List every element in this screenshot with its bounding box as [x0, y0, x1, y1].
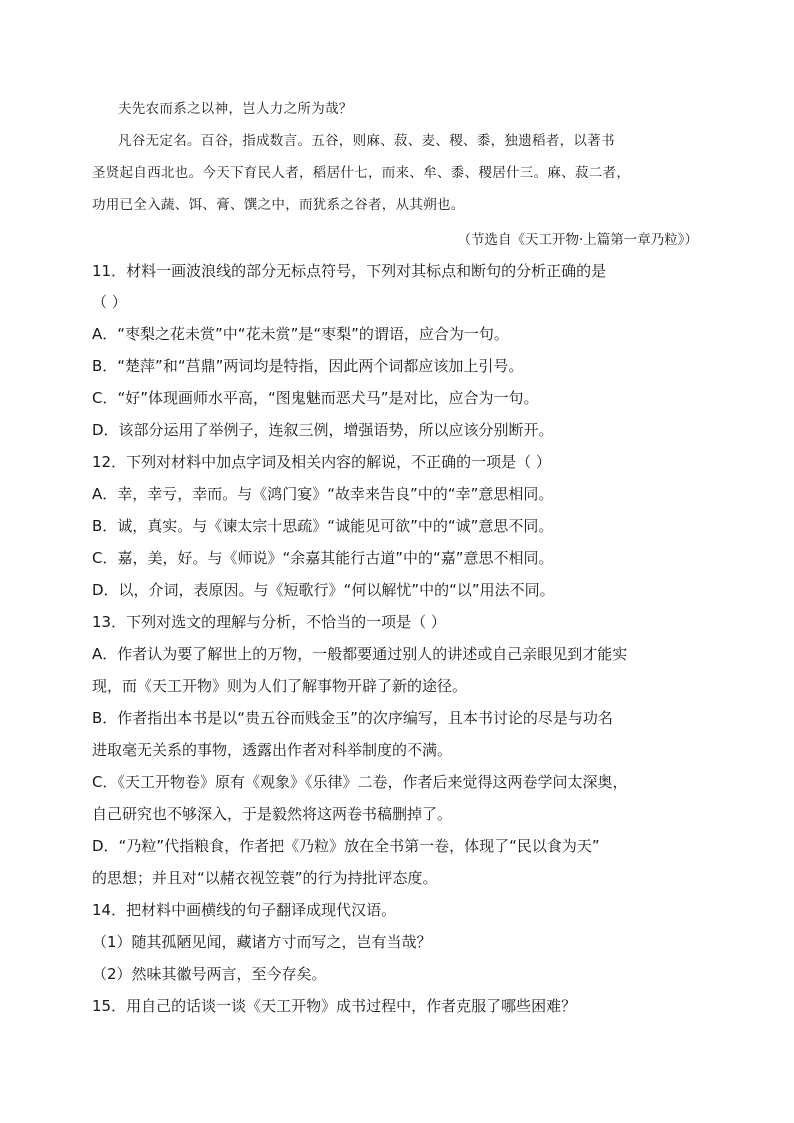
- q12-stem: 12．下列对材料中加点字词及相关内容的解说，不正确的一项是（ ）: [92, 453, 551, 471]
- q13-option-d-line-1: D．“乃粒”代指粮食，作者把《乃粒》放在全书第一卷，体现了“民以食为天”: [92, 837, 600, 855]
- q13-option-d-line-2: 的思想；并且对“以赭衣视笠蓑”的行为持批评态度。: [92, 869, 438, 887]
- q14-sentence-1: （1）随其孤陋见闻，藏诸方寸而写之，岂有当哉？: [92, 933, 432, 951]
- passage-paragraph-2-line-1: 凡谷无定名。百谷，指成数言。五谷，则麻、菽、麦、稷、黍，独遗稻者，以著书: [118, 133, 615, 149]
- q14-stem: 14．把材料中画横线的句子翻译成现代汉语。: [92, 901, 397, 919]
- q11-option-c: C．“好”体现画师水平高，“图鬼魅而恶犬马”是对比，应合为一句。: [92, 389, 539, 407]
- q11-option-d: D．该部分运用了举例子，连叙三例，增强语势，所以应该分别断开。: [92, 421, 554, 439]
- passage-paragraph-1: 夫先农而系之以神，岂人力之所为哉？: [118, 101, 353, 117]
- q13-option-a-line-1: A．作者认为要了解世上的万物，一般都要通过别人的讲述或自己亲眼见到才能实: [92, 645, 628, 663]
- q13-option-c-line-2: 自己研究也不够深入，于是毅然将这两卷书稿删掉了。: [92, 805, 453, 823]
- q15-stem: 15．用自己的话谈一谈《天工开物》成书过程中，作者克服了哪些困难？: [92, 997, 577, 1015]
- q11-option-b: B．“楚萍”和“莒鼎”两词均是特指，因此两个词都应该加上引号。: [92, 357, 524, 375]
- q11-stem: 11．材料一画波浪线的部分无标点符号，下列对其标点和断句的分析正确的是: [92, 262, 607, 280]
- q13-option-b-line-2: 进取毫无关系的事物，透露出作者对科举制度的不满。: [92, 741, 453, 759]
- q13-option-b-line-1: B．作者指出本书是以“贵五谷而贱金玉”的次序编写，且本书讨论的尽是与功名: [92, 709, 613, 727]
- q12-option-d: D．以，介词，表原因。与《短歌行》“何以解忧”中的“以”用法不同。: [92, 581, 555, 599]
- q13-stem: 13．下列对选文的理解与分析，不恰当的一项是（ ）: [92, 613, 446, 631]
- passage-paragraph-2-line-3: 功用已全入蔬、饵、膏、馔之中，而犹系之谷者，从其朔也。: [92, 197, 465, 213]
- q14-sentence-2: （2）然味其徽号两言，至今存矣。: [92, 965, 327, 983]
- q13-option-a-line-2: 现，而《天工开物》则为人们了解事物开辟了新的途径。: [92, 677, 468, 695]
- q12-option-c: C．嘉，美，好。与《师说》“余嘉其能行古道”中的“嘉”意思不相同。: [92, 549, 554, 567]
- passage-source: （节选自《天工开物·上篇第一章乃粒》）: [457, 232, 698, 248]
- q12-option-a: A．幸，幸亏，幸而。与《鸿门宴》“故幸来告良”中的“幸”意思相同。: [92, 485, 554, 503]
- passage-paragraph-2-line-2: 圣贤起自西北也。今天下育民人者，稻居什七，而来、牟、黍、稷居什三。麻、菽二者，: [92, 165, 631, 181]
- q11-option-a: A．“枣梨之花未赏”中“花未赏”是“枣梨”的谓语，应合为一句。: [92, 325, 509, 343]
- q13-option-c-line-1: C．《天工开物卷》原有《观象》《乐律》二卷，作者后来觉得这两卷学问太深奥，: [92, 773, 628, 791]
- q11-blank: （ ）: [92, 293, 127, 311]
- q12-option-b: B．诚，真实。与《谏太宗十思疏》“诚能见可欲”中的“诚”意思不同。: [92, 517, 554, 535]
